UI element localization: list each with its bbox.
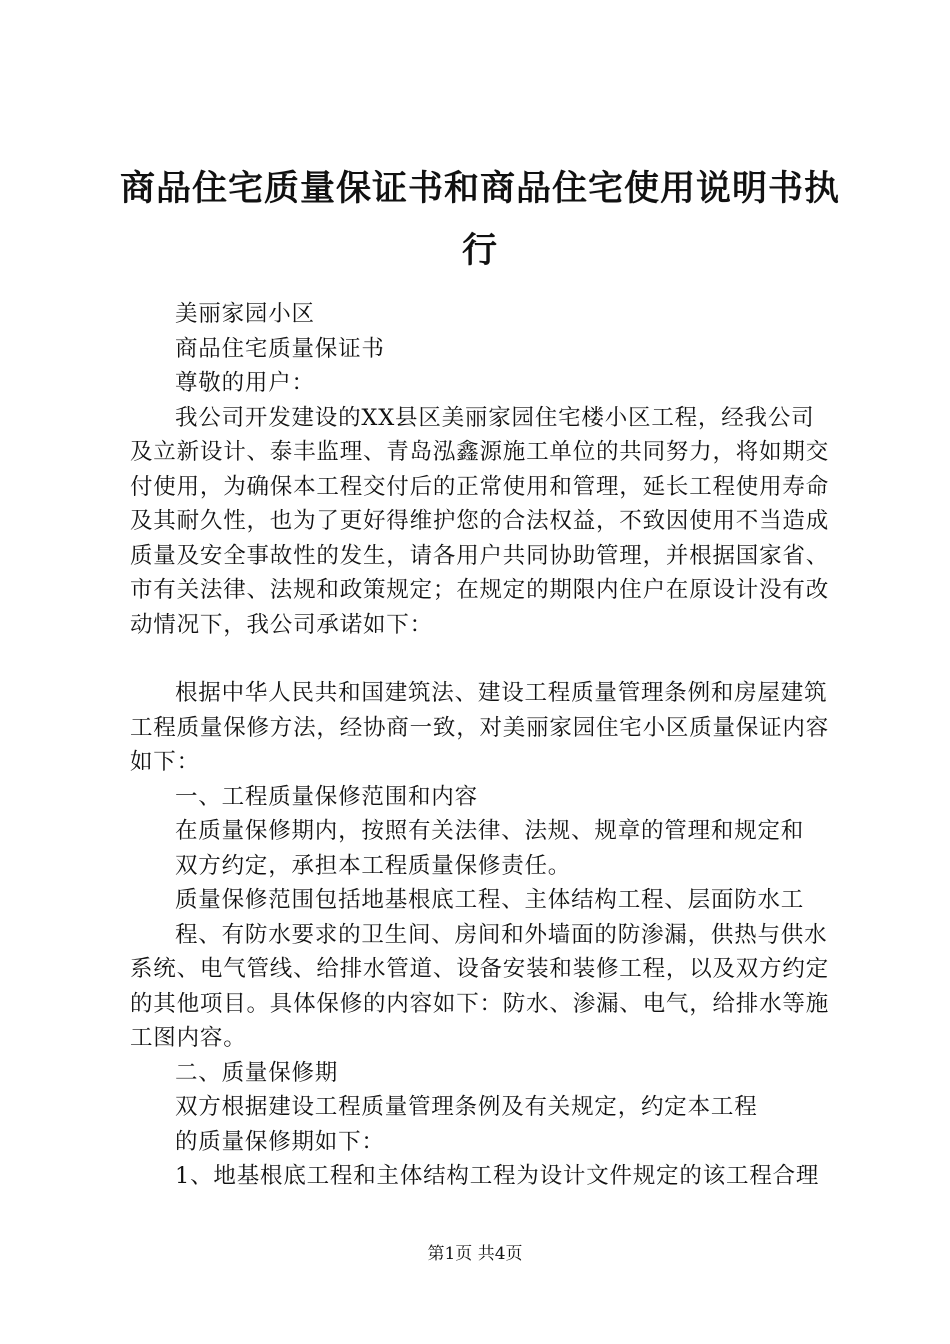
document-body [130, 297, 830, 1194]
document-title: 商品住宅质量保证书和商品住宅使用说明书执行 [119, 169, 840, 271]
section-heading-scope: 一、工程质量保修范围和内容 [175, 783, 478, 810]
paragraph-doc-subtitle: 商品住宅质量保证书 [175, 335, 385, 362]
paragraph-intro: 我公司开发建设的XX县区美丽家园住宅楼小区工程，经我公司及立新设计、泰丰监理、青岛泓鑫源施工单位的共同努力，将如期交付使用，为确保本工程交付后的正常使用和管理，延长工程使用寿命及其耐久性，也为了更好得维护您的合法权益，不致因使用不当造成质量及安全事故性的发生，请各用户共同协助管理，并根据国家省、市有关法律、法规和政策规定；在规定的期限内住户在原设计没有改动情况下，我公司承诺如下： [130, 404, 830, 638]
paragraph-scope-4: 程、有防水要求的卫生间、房间和外墙面的防渗漏，供热与供水系统、电气管线、给排水管道、设备安装和装修工程，以及双方约定的其他项目。具体保修的内容如下：防水、渗漏、电气，给排水等施工图内容。 [130, 921, 830, 1051]
paragraph-legal-basis: 根据中华人民共和国建筑法、建设工程质量管理条例和房屋建筑工程质量保修方法，经协商一致，对美丽家园住宅小区质量保证内容如下： [130, 680, 830, 775]
page-number-footer: 第1页 共4页 [427, 1244, 523, 1264]
paragraph-community-name: 美丽家园小区 [175, 301, 315, 327]
paragraph-salutation: 尊敬的用户： [175, 370, 315, 396]
section-heading-period: 二、质量保修期 [175, 1059, 339, 1086]
paragraph-scope-1: 在质量保修期内，按照有关法律、法规、规章的管理和规定和 [175, 818, 805, 844]
paragraph-period-1: 双方根据建设工程质量管理条例及有关规定，约定本工程 [175, 1094, 758, 1120]
paragraph-scope-3: 质量保修范围包括地基根底工程、主体结构工程、层面防水工 [175, 887, 805, 913]
paragraph-period-item-1: 1、地基根底工程和主体结构工程为设计文件规定的该工程合理 [175, 1163, 820, 1189]
paragraph-period-2: 的质量保修期如下： [175, 1128, 385, 1155]
paragraph-gap [130, 642, 830, 676]
paragraph-scope-2: 双方约定，承担本工程质量保修责任。 [175, 852, 572, 879]
